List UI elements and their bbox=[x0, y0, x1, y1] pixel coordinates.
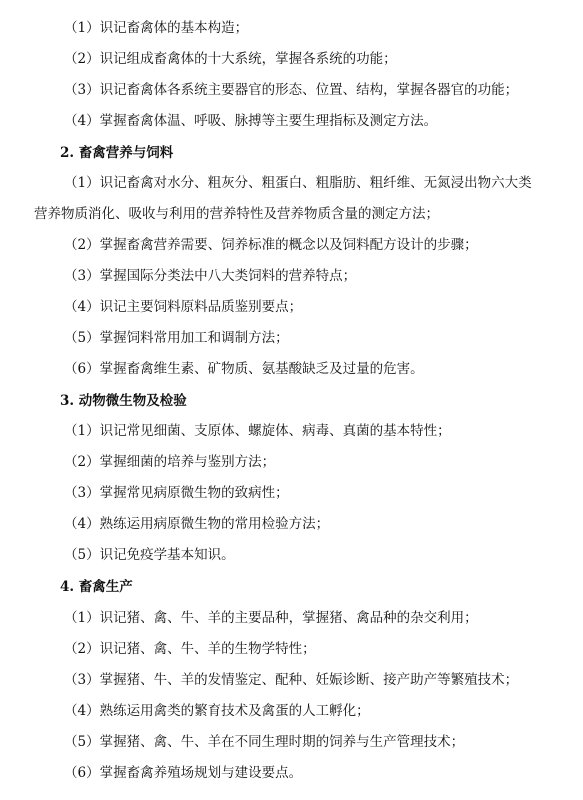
list-item: （2）识记组成畜禽体的十大系统，掌握各系统的功能； bbox=[64, 51, 397, 67]
list-item: （5）掌握饲料常用加工和调制方法； bbox=[64, 330, 289, 346]
list-item: （6）掌握畜禽养殖场规划与建设要点。 bbox=[64, 765, 303, 781]
list-item: （3）掌握猪、牛、羊的发情鉴定、配种、妊娠诊断、接产助产等繁殖技术； bbox=[64, 672, 519, 688]
list-item: （5）识记免疫学基本知识。 bbox=[64, 547, 235, 563]
list-item: （4）掌握畜禽体温、呼吸、脉搏等主要生理指标及测定方法。 bbox=[64, 113, 438, 129]
section-heading: 3. 动物微生物及检验 bbox=[60, 393, 187, 409]
section-heading: 4. 畜禽生产 bbox=[60, 579, 133, 595]
section-heading: 2. 畜禽营养与饲料 bbox=[60, 145, 174, 161]
list-item: （3）识记畜禽体各系统主要器官的形态、位置、结构，掌握各器官的功能； bbox=[64, 82, 519, 98]
list-item: （5）掌握猪、禽、牛、羊在不同生理时期的饲养与生产管理技术； bbox=[64, 734, 465, 750]
list-item: （2）掌握细菌的培养与鉴别方法； bbox=[64, 454, 276, 470]
list-item: （1）识记畜禽对水分、粗灰分、粗蛋白、粗脂肪、粗纤维、无氮浸出物六大类 bbox=[64, 175, 532, 191]
list-item: （3）掌握常见病原微生物的致病性； bbox=[64, 485, 289, 501]
list-item-continuation: 营养物质消化、吸收与利用的营养特性及营养物质含量的测定方法； bbox=[34, 206, 439, 222]
list-item: （2）识记猪、禽、牛、羊的生物学特性； bbox=[64, 641, 316, 657]
list-item: （6）掌握畜禽维生素、矿物质、氨基酸缺乏及过量的危害。 bbox=[64, 361, 424, 377]
list-item: （1）识记猪、禽、牛、羊的主要品种，掌握猪、禽品种的杂交利用； bbox=[64, 610, 478, 626]
list-item: （4）熟练运用禽类的繁育技术及禽蛋的人工孵化； bbox=[64, 703, 370, 719]
list-item: （3）掌握国际分类法中八大类饲料的营养特点； bbox=[64, 268, 357, 284]
list-item: （4）熟练运用病原微生物的常用检验方法； bbox=[64, 516, 330, 532]
list-item: （4）识记主要饲料原料品质鉴别要点； bbox=[64, 299, 303, 315]
list-item: （2）掌握畜禽营养需要、饲养标准的概念以及饲料配方设计的步骤； bbox=[64, 237, 478, 253]
list-item: （1）识记常见细菌、支原体、螺旋体、病毒、真菌的基本特性； bbox=[64, 423, 451, 439]
list-item: （1）识记畜禽体的基本构造； bbox=[64, 20, 249, 36]
